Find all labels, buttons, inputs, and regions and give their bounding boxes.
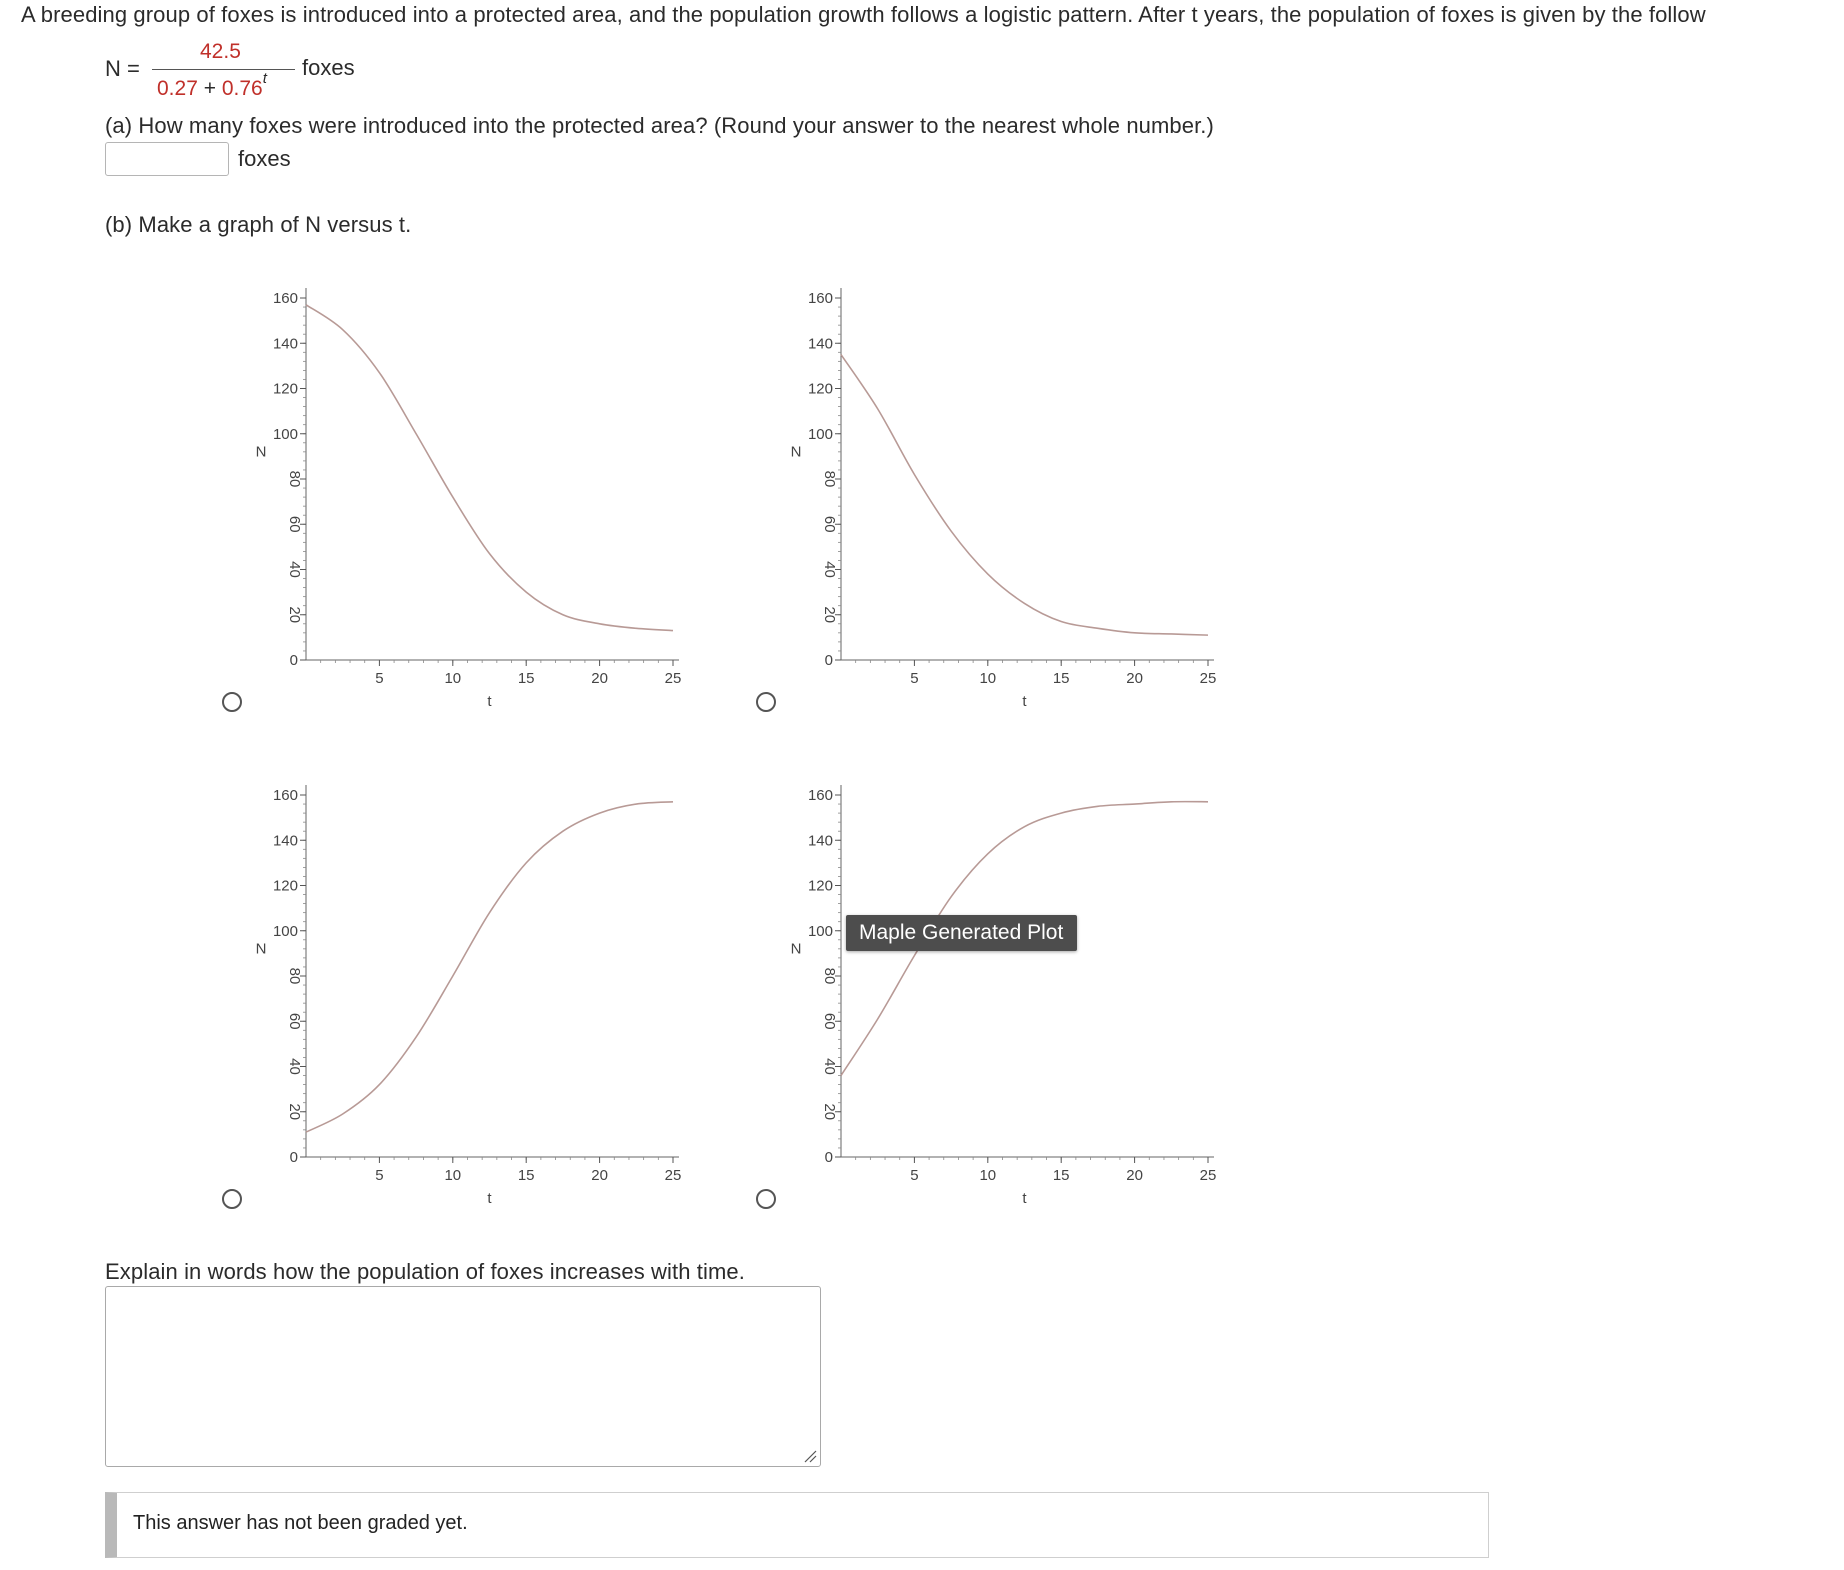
x-tick-label: 5 — [910, 670, 919, 687]
x-tick-label: 10 — [979, 670, 997, 687]
chart-svg — [230, 767, 750, 1207]
y-tick-label: 100 — [272, 922, 298, 940]
x-tick-label: 20 — [1126, 1167, 1143, 1184]
data-curve — [306, 305, 673, 631]
equation-lhs-text: N = — [105, 56, 140, 81]
x-axis-label: t — [487, 693, 492, 710]
y-tick-label: 160 — [807, 290, 833, 307]
x-tick-label: 20 — [591, 670, 608, 687]
explain-prompt: Explain in words how the population of foxes increases with time. — [105, 1259, 745, 1284]
y-tick-label: 60 — [286, 1012, 303, 1030]
y-axis-label: N — [790, 443, 802, 461]
question-intro: A breeding group of foxes is introduced into a protected area, and the population growth follows a logistic pattern. After t years, the population of foxes is given by the follow — [21, 2, 1706, 27]
x-axis-label: t — [487, 1190, 492, 1207]
chart-svg — [765, 270, 1285, 710]
y-tick-label: 160 — [807, 787, 833, 804]
radio-option-2[interactable] — [756, 692, 776, 712]
y-tick-label: 160 — [272, 290, 298, 307]
y-tick-label: 0 — [824, 652, 833, 669]
x-axis-label: t — [1022, 693, 1027, 710]
y-tick-label: 100 — [272, 425, 298, 443]
y-tick-label: 0 — [289, 652, 298, 669]
y-tick-label: 60 — [821, 515, 838, 533]
y-axis-label: N — [790, 940, 802, 958]
y-tick-label: 120 — [272, 380, 298, 398]
equation-numerator: 42.5 — [200, 40, 241, 63]
y-tick-label: 20 — [821, 1103, 838, 1121]
y-tick-label: 40 — [286, 561, 303, 578]
grading-status-text: This answer has not been graded yet. — [133, 1512, 468, 1534]
y-tick-label: 140 — [272, 832, 298, 850]
part-a-unit: foxes — [238, 146, 291, 171]
y-tick-label: 120 — [807, 877, 833, 895]
x-tick-label: 15 — [517, 670, 535, 687]
explain-textarea[interactable] — [105, 1286, 821, 1467]
y-tick-label: 40 — [821, 1058, 838, 1075]
x-tick-label: 25 — [1199, 1167, 1217, 1184]
y-tick-label: 140 — [807, 335, 833, 353]
data-curve — [841, 355, 1208, 636]
y-tick-label: 20 — [286, 1103, 303, 1121]
x-tick-label: 10 — [444, 670, 462, 687]
y-tick-label: 160 — [272, 787, 298, 804]
graph-option-4[interactable] — [765, 767, 1285, 1207]
y-tick-label: 20 — [286, 606, 303, 624]
x-tick-label: 25 — [664, 1167, 682, 1184]
data-curve — [306, 802, 673, 1132]
y-tick-label: 0 — [289, 1149, 298, 1166]
exponent: t — [262, 70, 267, 87]
y-tick-label: 140 — [807, 832, 833, 850]
y-tick-label: 80 — [286, 470, 303, 488]
y-tick-label: 80 — [821, 967, 838, 985]
graph-option-2[interactable] — [765, 270, 1285, 710]
plot-tooltip: Maple Generated Plot — [846, 915, 1077, 951]
graph-option-1[interactable] — [230, 270, 750, 710]
x-tick-label: 15 — [517, 1167, 535, 1184]
x-tick-label: 25 — [1199, 670, 1217, 687]
fraction-bar — [152, 69, 295, 70]
x-tick-label: 10 — [979, 1167, 997, 1184]
x-tick-label: 5 — [375, 670, 384, 687]
y-tick-label: 40 — [821, 561, 838, 578]
y-tick-label: 100 — [807, 922, 833, 940]
y-axis-label: N — [255, 443, 267, 461]
y-tick-label: 80 — [821, 470, 838, 488]
y-tick-label: 60 — [821, 1012, 838, 1030]
x-tick-label: 20 — [1126, 670, 1143, 687]
radio-option-4[interactable] — [756, 1189, 776, 1209]
resize-grip-icon[interactable] — [803, 1449, 817, 1463]
y-axis-label: N — [255, 940, 267, 958]
chart-svg — [230, 270, 750, 710]
x-tick-label: 15 — [1052, 1167, 1070, 1184]
x-tick-label: 15 — [1052, 670, 1070, 687]
y-tick-label: 140 — [272, 335, 298, 353]
denominator-op: + — [203, 77, 216, 100]
chart-svg — [765, 767, 1285, 1207]
equation-unit: foxes — [302, 55, 355, 80]
radio-option-3[interactable] — [222, 1189, 242, 1209]
y-tick-label: 80 — [286, 967, 303, 985]
radio-option-1[interactable] — [222, 692, 242, 712]
y-tick-label: 0 — [824, 1149, 833, 1166]
part-a-answer-input[interactable] — [105, 142, 229, 176]
x-tick-label: 10 — [444, 1167, 462, 1184]
y-tick-label: 60 — [286, 515, 303, 533]
part-b-prompt: (b) Make a graph of N versus t. — [105, 212, 412, 237]
x-tick-label: 5 — [375, 1167, 384, 1184]
equation-denominator — [157, 70, 267, 101]
graph-option-3[interactable] — [230, 767, 750, 1207]
part-a-prompt: (a) How many foxes were introduced into the protected area? (Round your answer to the nearest whole number.) — [105, 113, 1214, 138]
y-tick-label: 120 — [807, 380, 833, 398]
x-tick-label: 5 — [910, 1167, 919, 1184]
denominator-b: 0.76 — [221, 77, 263, 100]
x-tick-label: 20 — [591, 1167, 608, 1184]
x-tick-label: 25 — [664, 670, 682, 687]
denominator-a: 0.27 — [157, 77, 198, 100]
y-tick-label: 120 — [272, 877, 298, 895]
x-axis-label: t — [1022, 1190, 1027, 1207]
y-tick-label: 20 — [821, 606, 838, 624]
y-tick-label: 40 — [286, 1058, 303, 1075]
y-tick-label: 100 — [807, 425, 833, 443]
equation-lhs — [105, 56, 140, 82]
